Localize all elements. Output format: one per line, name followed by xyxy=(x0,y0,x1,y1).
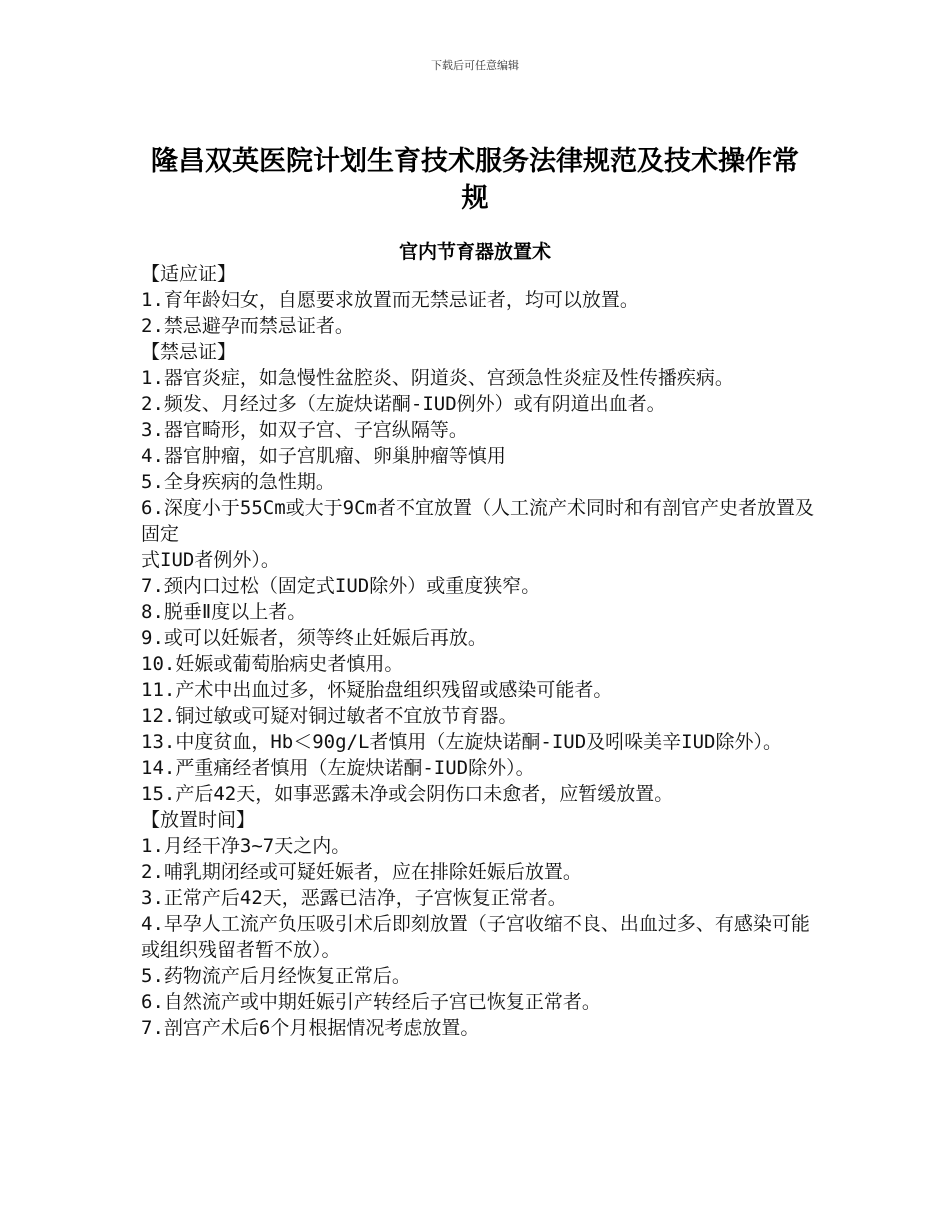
body-line: 6.深度小于55Cm或大于9Cm者不宜放置（人工流产术同时和有剖官产史者放置及固定 xyxy=(141,497,814,545)
body-line: 9.或可以妊娠者，须等终止妊娠后再放。 xyxy=(141,627,487,649)
body-line: 2.哺乳期闭经或可疑妊娠者，应在排除妊娠后放置。 xyxy=(141,861,582,883)
body-line: 5.药物流产后月经恢复正常后。 xyxy=(141,965,411,987)
body-line: 13.中度贫血，Hb＜90g/L者慎用（左旋炔诺酮-IUD及吲哚美辛IUD除外）。 xyxy=(141,731,782,753)
document-body xyxy=(141,261,816,1041)
body-line: 5.全身疾病的急性期。 xyxy=(141,471,335,493)
body-line: 4.早孕人工流产负压吸引术后即刻放置（子宫收缩不良、出血过多、有感染可能或组织残留者暂不放）。 xyxy=(141,913,810,961)
body-line: 15.产后42天，如事恶露未净或会阴伤口未愈者，应暂缓放置。 xyxy=(141,783,674,805)
body-line: 12.铜过敏或可疑对铜过敏者不宜放节育器。 xyxy=(141,705,518,727)
body-line: 【适应证】 xyxy=(141,263,237,285)
body-line: 1.月经干净3~7天之内。 xyxy=(141,835,351,857)
body-line: 1.育年龄妇女，自愿要求放置而无禁忌证者，均可以放置。 xyxy=(141,289,639,311)
body-line: 1.器官炎症，如急慢性盆腔炎、阴道炎、宫颈急性炎症及性传播疾病。 xyxy=(141,367,734,389)
section-title: 官内节育器放置术 xyxy=(398,241,551,263)
header-note: 下载后可任意编辑 xyxy=(431,59,519,72)
body-line: 【放置时间】 xyxy=(141,809,256,831)
body-line: 7.颈内口过松（固定式IUD除外）或重度狭窄。 xyxy=(141,575,541,597)
body-line: 2.频发、月经过多（左旋炔诺酮-IUD例外）或有阴道出血者。 xyxy=(141,393,666,415)
body-line: 【禁忌证】 xyxy=(141,341,237,363)
body-line: 4.器官肿瘤，如子宫肌瘤、卵巢肿瘤等慎用 xyxy=(141,445,506,467)
body-line: 11.产术中出血过多，怀疑胎盘组织残留或感染可能者。 xyxy=(141,679,613,701)
body-line: 式IUD者例外）。 xyxy=(141,549,280,571)
body-line: 3.器官畸形，如双子宫、子宫纵隔等。 xyxy=(141,419,468,441)
body-line: 14.严重痛经者慎用（左旋炔诺酮-IUD除外）。 xyxy=(141,757,535,779)
document-title: 隆昌双英医院计划生育技术服务法律规范及技术操作常规 xyxy=(151,146,799,214)
body-line: 8.脱垂Ⅱ度以上者。 xyxy=(141,601,307,623)
body-line: 3.正常产后42天，恶露已洁净，子宫恢复正常者。 xyxy=(141,887,567,909)
body-line: 6.自然流产或中期妊娠引产转经后子宫已恢复正常者。 xyxy=(141,991,601,1013)
body-line: 2.禁忌避孕而禁忌证者。 xyxy=(141,315,354,337)
body-line: 7.剖宫产术后6个月根据情况考虑放置。 xyxy=(141,1017,480,1039)
body-line: 10.妊娠或葡萄胎病史者慎用。 xyxy=(141,653,404,675)
